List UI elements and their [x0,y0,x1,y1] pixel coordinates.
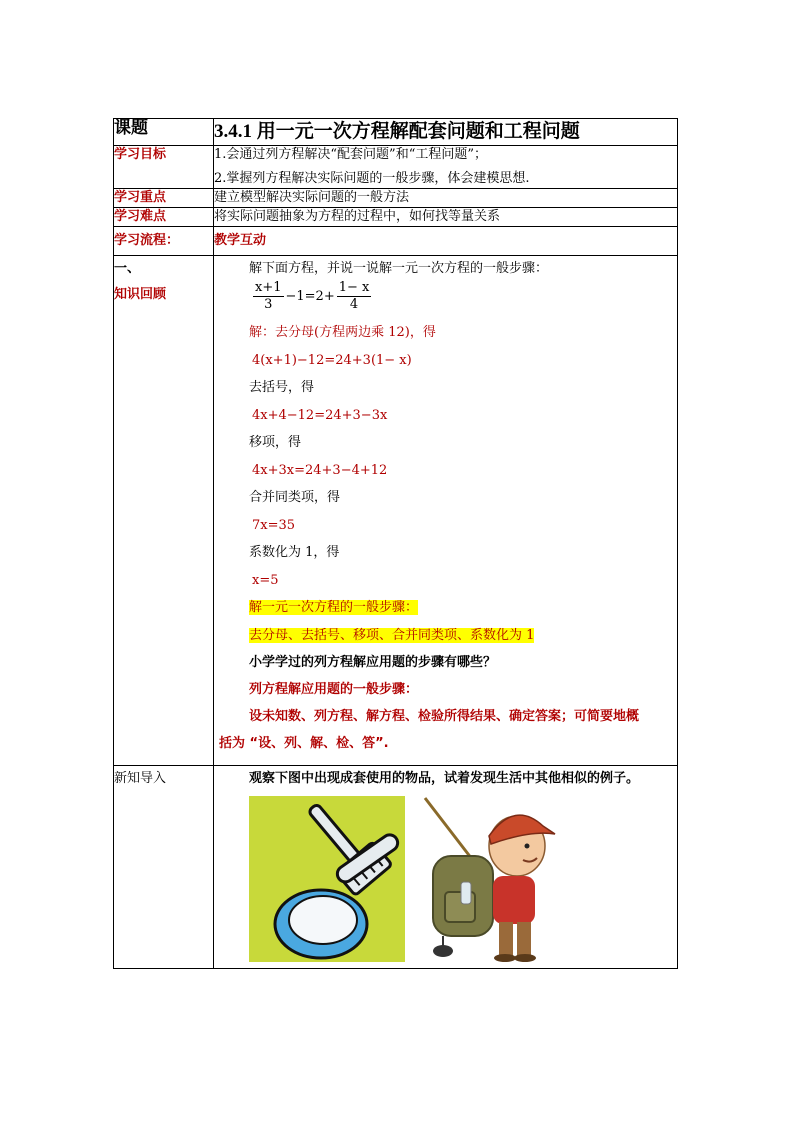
difficulty-text: 将实际问题抽象为方程的过程中，如何找等量关系 [214,208,678,227]
pan-spatula-image [249,796,405,962]
lesson-table [113,118,678,969]
fraction-right-denominator: 4 [349,297,359,312]
answer-line-2: 括为 “设、列、解、检、答”. [219,736,389,751]
image-row [214,788,677,968]
difficulty-label: 学习难点 [114,208,214,227]
row-difficulty [114,208,678,227]
new-knowledge-content [214,766,678,969]
step-4: 4x+4−12=24+3−3x [252,407,388,423]
answer-title: 列方程解应用题的一般步骤： [249,682,419,697]
pan-spatula-icon [249,796,405,962]
boy-backpack-image [415,796,571,962]
equation [214,280,677,313]
goal-item-2: 2.掌握列方程解决实际问题的一般步骤，体会建模思想. [214,171,530,186]
focus-text: 建立模型解决实际问题的一般方法 [214,189,678,208]
answer-line-1: 设未知数、列方程、解方程、检验所得结果、确定答案；可简要地概 [249,709,640,724]
step-3: 去括号，得 [249,380,315,395]
row-review [114,256,678,766]
step-8: 7x=35 [252,517,296,533]
step-10: x=5 [252,572,279,588]
summary-title: 解一元一次方程的一般步骤： [249,600,419,615]
fraction-left-denominator: 3 [264,297,273,312]
row-focus [114,189,678,208]
summary-text: 去分母、去括号、移项、合并同类项、系数化为 1 [249,627,535,643]
review-question: 小学学过的列方程解应用题的步骤有哪些？ [249,655,497,670]
row-goal [114,146,678,189]
process-label: 学习流程： [114,227,214,256]
fraction-right [337,280,372,313]
review-label [114,256,214,766]
review-label-number: 一、 [114,261,141,276]
step-7: 合并同类项，得 [249,490,341,505]
focus-label: 学习重点 [114,189,214,208]
boy-backpack-icon [415,796,571,962]
fraction-left-numerator: x+1 [255,280,282,295]
review-content [214,256,678,766]
step-2: 4(x+1)−12=24+3(1− x) [252,352,412,368]
step-5: 移项，得 [249,435,302,450]
goal-item-1: 1.会通过列方程解决“配套问题”和“工程问题”； [214,147,487,162]
topic-title: 3.4.1 用一元一次方程解配套问题和工程问题 [214,119,678,146]
topic-label: 课题 [114,119,214,146]
step-6: 4x+3x=24+3−4+12 [252,462,388,478]
step-1: 解：去分母(方程两边乘 12)，得 [249,325,436,340]
row-new-knowledge [114,766,678,969]
review-intro: 解下面方程，并说一说解一元一次方程的一般步骤： [249,261,549,276]
new-knowledge-label: 新知导入 [114,766,214,969]
step-9: 系数化为 1，得 [249,545,340,560]
process-text: 教学互动 [214,227,678,256]
goal-label: 学习目标 [114,146,214,189]
fraction-left [253,280,284,313]
review-label-text: 知识回顾 [114,287,167,302]
row-topic [114,119,678,146]
equation-middle: −1=2+ [285,288,335,304]
goal-content [214,146,678,189]
new-knowledge-text: 观察下图中出现成套使用的物品，试着发现生活中其他相似的例子。 [249,771,640,786]
row-process [114,227,678,256]
solution-steps [214,319,677,649]
fraction-right-numerator: 1− x [338,280,370,295]
